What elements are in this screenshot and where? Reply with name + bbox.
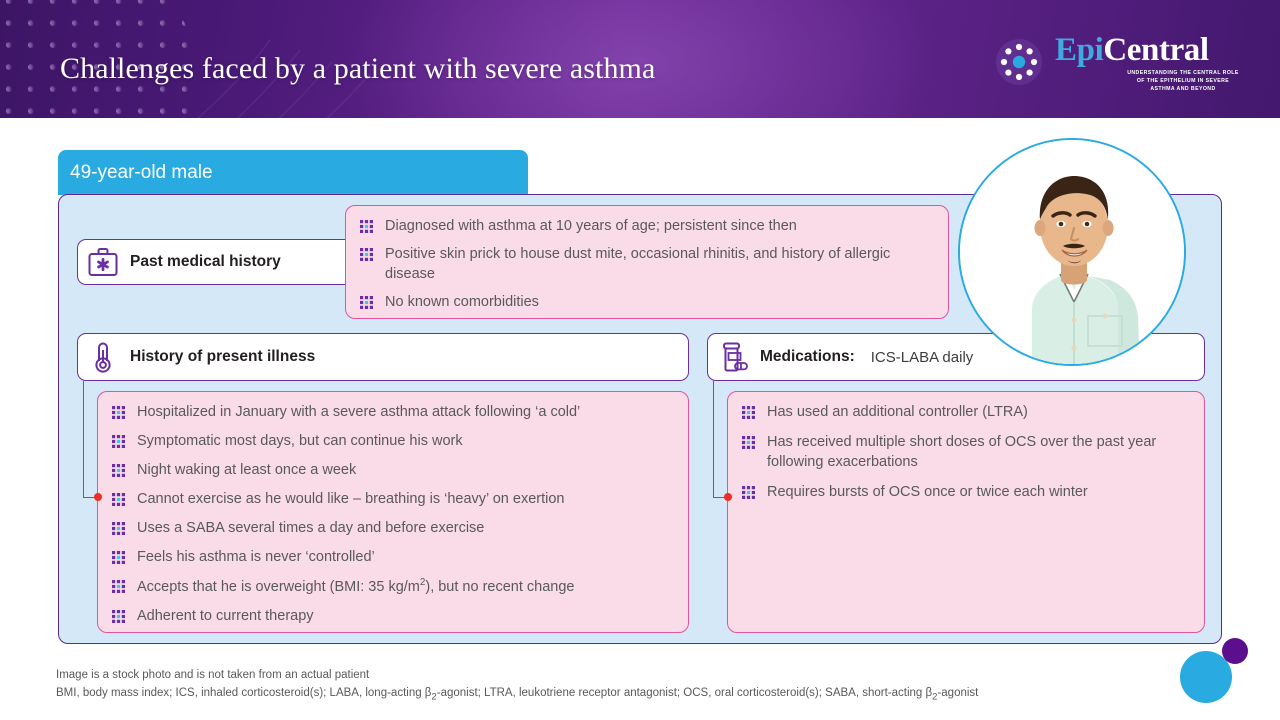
list-item-text: Night waking at least once a week [137, 462, 357, 479]
flower-bullet-icon [112, 406, 125, 419]
page-title: Challenges faced by a patient with severe asthma [60, 52, 656, 85]
flower-bullet-icon [112, 464, 125, 477]
history-present-illness-content [97, 391, 689, 633]
list-item [740, 432, 1190, 473]
list-item [110, 431, 674, 452]
list-item-text: Requires bursts of OCS once or twice each winter [767, 483, 1088, 500]
connector-line-med [713, 381, 714, 497]
list-item [110, 460, 674, 481]
list-item-text: Uses a SABA several times a day and before exercise [137, 520, 485, 537]
list-item [740, 482, 1190, 503]
past-medical-history-label: Past medical history [130, 253, 281, 270]
past-medical-history-content [345, 205, 949, 319]
list-item [740, 402, 1190, 423]
patient-age-label: 49-year-old male [70, 161, 213, 183]
patient-photo-illustration [960, 140, 1186, 366]
footer-stock-photo-note: Image is a stock photo and is not taken from an actual patient [56, 669, 370, 681]
pill-bottle-icon [716, 340, 750, 374]
list-item [110, 489, 674, 510]
list-item [110, 576, 674, 597]
list-item [110, 402, 674, 423]
patient-photo [958, 138, 1186, 366]
medications-content [727, 391, 1205, 633]
list-item-text: No known comorbidities [385, 293, 539, 310]
thermometer-icon [86, 340, 120, 374]
list-item-text: Accepts that he is overweight (BMI: 35 $kg/m^2$), but no recent change [137, 577, 575, 596]
list-item-text: Cannot exercise as he would like – breathing is ‘heavy’ on exertion [137, 491, 565, 508]
list-item-text: Positive skin prick to house dust mite, occasional rhinitis, and history of allergic disease [385, 245, 891, 283]
list-item [358, 292, 934, 313]
list-item-text: Diagnosed with asthma at 10 years of age; persistent since then [385, 218, 797, 234]
flower-bullet-icon [742, 406, 755, 419]
logo-wordmark [1055, 32, 1209, 69]
flower-bullet-icon [742, 436, 755, 449]
history-present-illness-header [77, 333, 689, 381]
flower-bullet-icon [112, 551, 125, 564]
medications-label: Medications: [760, 348, 855, 365]
flower-bullet-icon [360, 220, 373, 233]
list-item-text: Hospitalized in January with a severe asthma attack following ‘a cold’ [137, 404, 581, 420]
logo-word-central: Central [1103, 32, 1209, 68]
footer-notes [56, 666, 1176, 705]
list-item [358, 244, 934, 285]
medications-value: ICS-LABA daily [870, 348, 974, 366]
list-item-text: Has used an additional controller (LTRA) [767, 404, 1028, 420]
connector-dot-hpi [94, 493, 102, 501]
list-item-text: Feels his asthma is never ‘controlled’ [137, 549, 375, 566]
list-item [358, 216, 934, 237]
epicentral-logo [995, 34, 1240, 92]
header-banner [0, 0, 1280, 118]
history-present-illness-label: History of present illness [130, 348, 316, 365]
list-item-text: Symptomatic most days, but can continue his work [137, 433, 463, 450]
list-item-text: Has received multiple short doses of OCS over the past year following exacerbations [767, 433, 1157, 471]
footer-abbreviations: BMI, body mass index; ICS, inhaled corticosteroid(s); LABA, long-acting $\beta_2$-agonist; LTRA, leukotriene receptor antagonist; OCS, oral corticosteroid(s); SABA, short-acting $\beta_2$-agonist [56, 687, 979, 703]
connector-dot-med [724, 493, 732, 501]
flower-bullet-icon [112, 522, 125, 535]
list-item [110, 518, 674, 539]
decorative-purple-circle [1222, 638, 1248, 664]
list-item-text: Adherent to current therapy [137, 608, 314, 625]
flower-bullet-icon [360, 296, 373, 309]
medical-bag-icon [86, 245, 120, 279]
flower-bullet-icon [112, 435, 125, 448]
logo-tagline: UNDERSTANDING THE CENTRAL ROLE OF THE EPITHELIUM IN SEVERE ASTHMA AND BEYOND [1127, 70, 1239, 93]
logo-dots-icon [995, 38, 1043, 86]
connector-line-hpi [83, 381, 84, 497]
list-item [110, 547, 674, 568]
flower-bullet-icon [112, 580, 125, 593]
flower-bullet-icon [112, 493, 125, 506]
patient-age-tab [58, 150, 528, 195]
flower-bullet-icon [112, 610, 125, 623]
list-item [110, 606, 674, 627]
flower-bullet-icon [360, 248, 373, 261]
logo-word-epi: Epi [1055, 32, 1104, 68]
flower-bullet-icon [742, 486, 755, 499]
